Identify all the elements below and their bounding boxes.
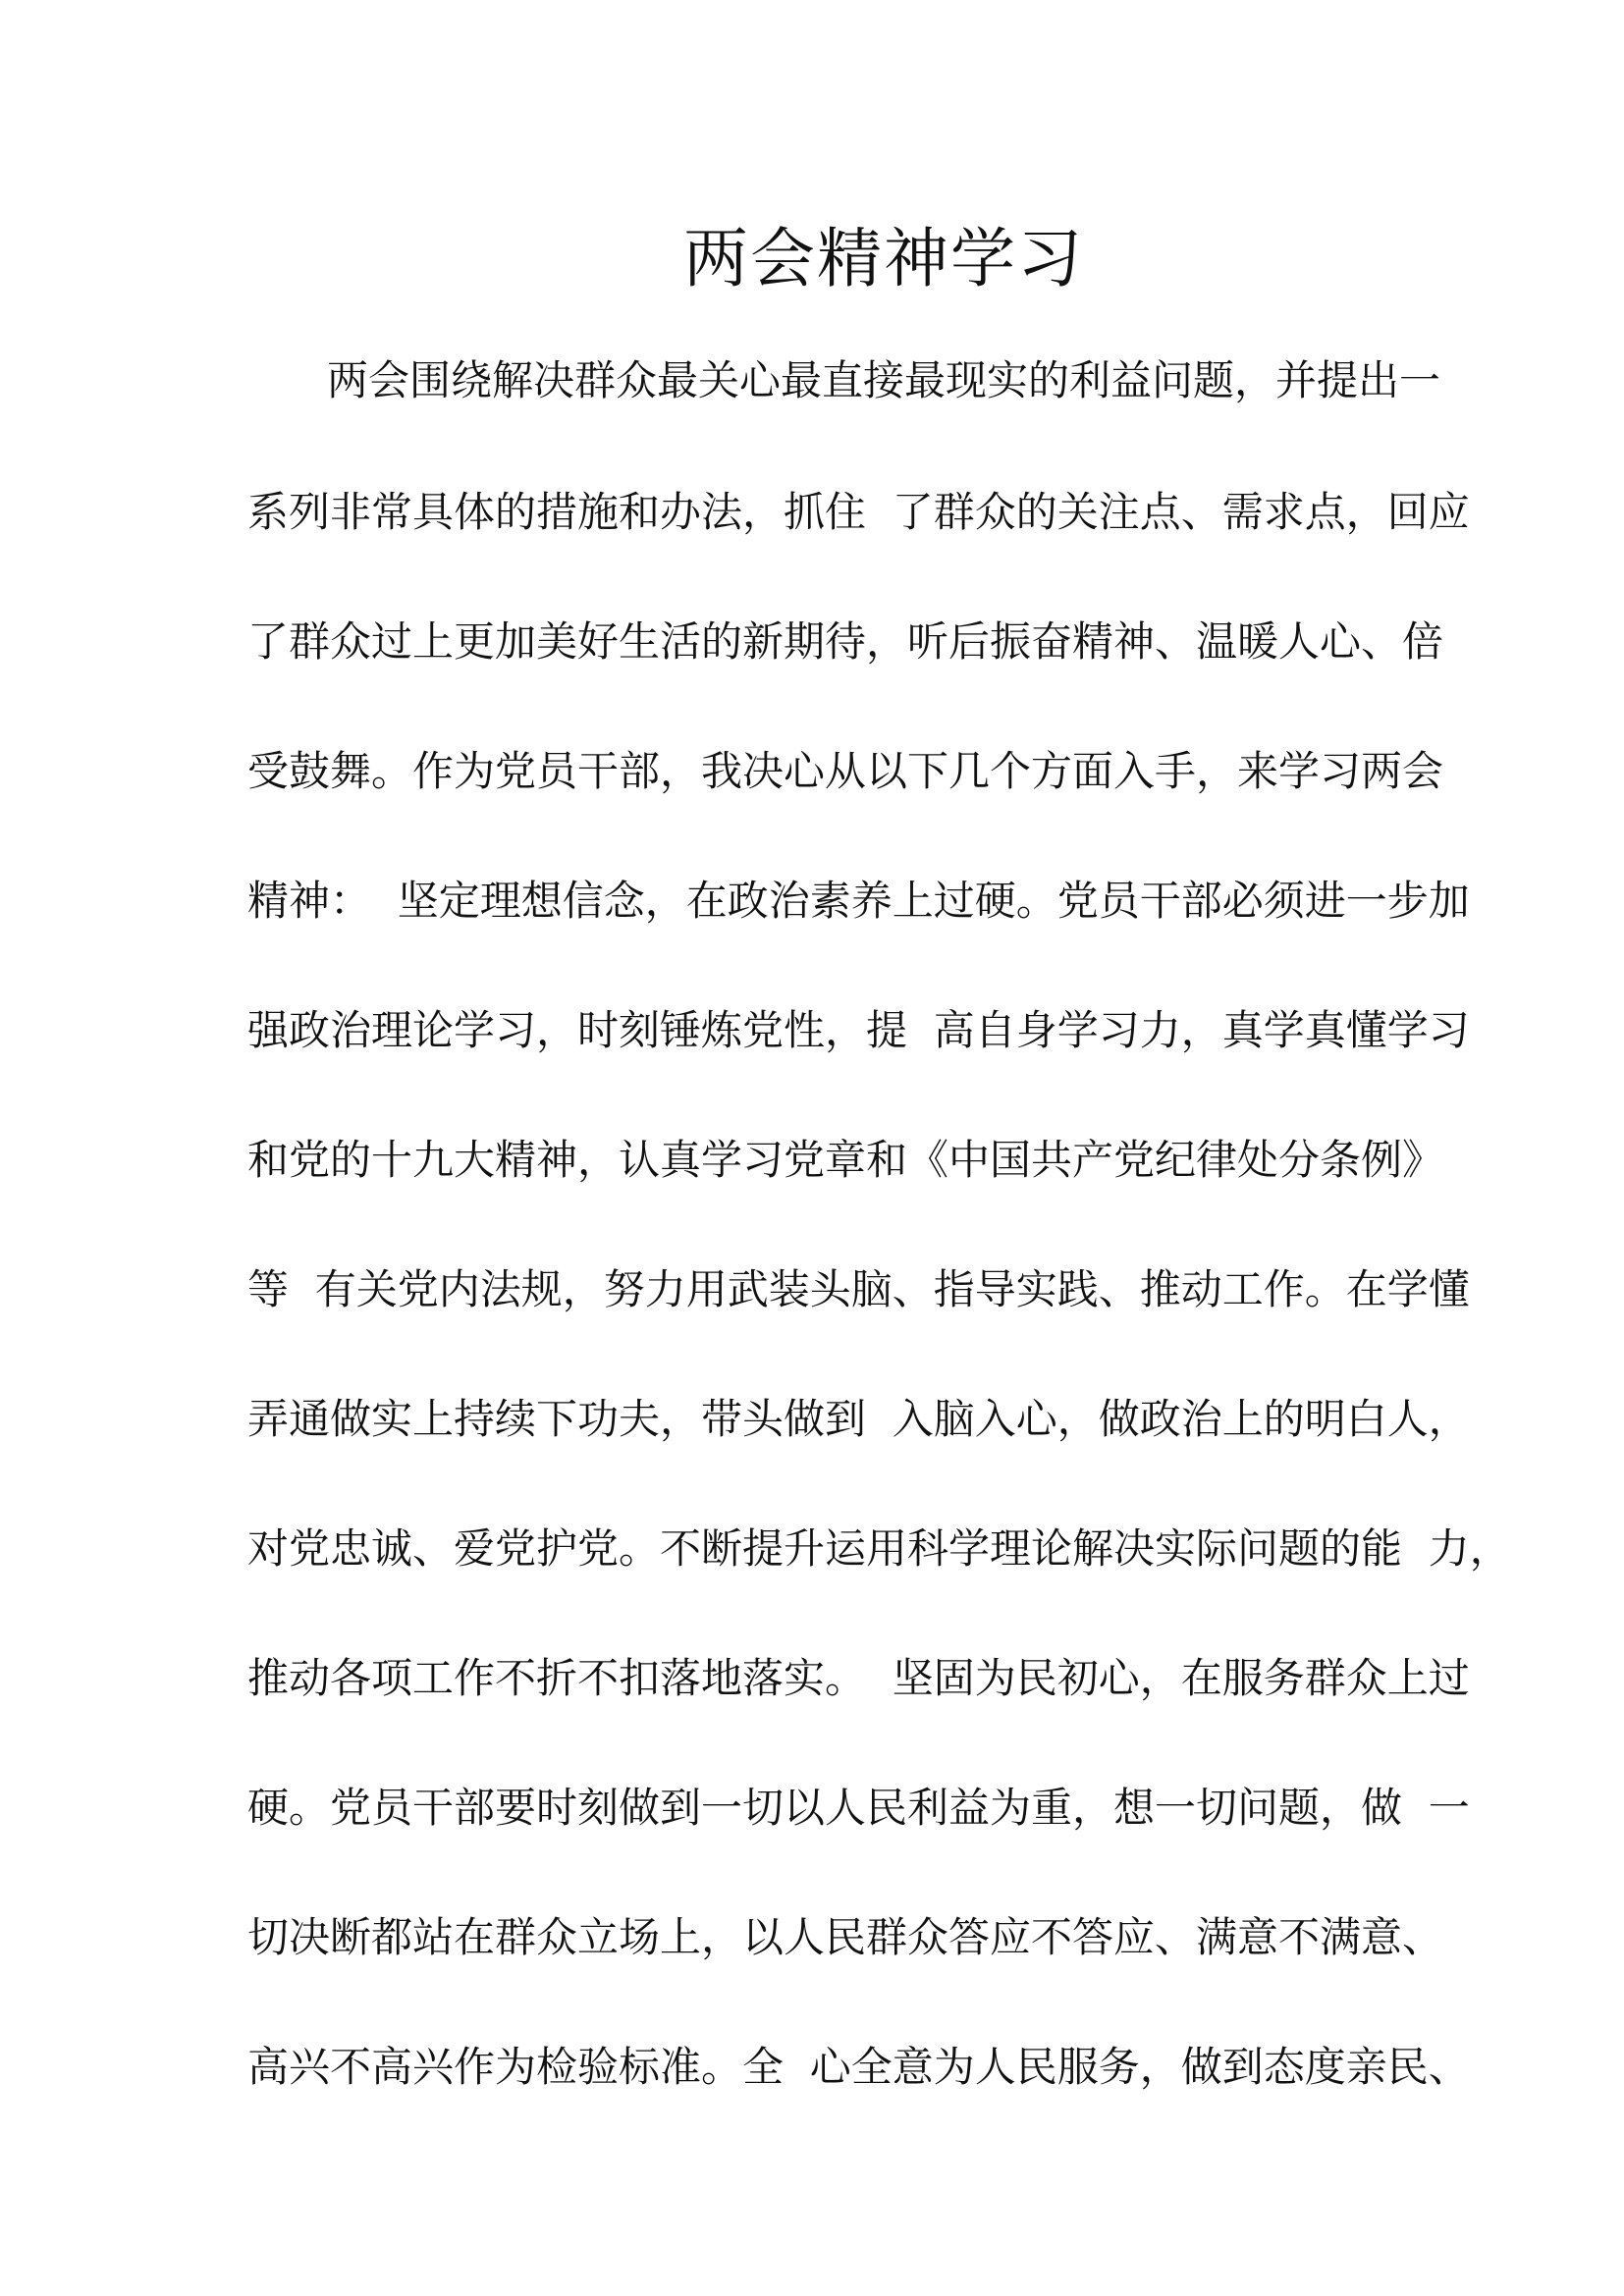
paragraph-line: 受鼓舞。作为党员干部，我决心从以下几个方面入手，来学习两会 [247, 747, 1444, 795]
paragraph-line: 高兴不高兴作为检验标准。全 心全意为人民服务，做到态度亲民、 [247, 2043, 1470, 2091]
paragraph-line: 对党忠诚、爱党护党。不断提升运用科学理论解决实际问题的能 力， [247, 1524, 1511, 1573]
document-title: 两会精神学习 [683, 221, 1084, 296]
paragraph-line: 了群众过上更加美好生活的新期待，听后振奋精神、温暖人心、倍 [247, 617, 1444, 666]
paragraph-line: 系列非常具体的措施和办法，抓住 了群众的关注点、需求点，回应 [247, 488, 1470, 536]
paragraph-line: 和党的十九大精神，认真学习党章和《中国共产党纪律处分条例》 [247, 1136, 1444, 1184]
paragraph-line: 精神： 坚定理想信念，在政治素养上过硬。党员干部必须进一步加 [247, 877, 1470, 925]
paragraph-line: 弄通做实上持续下功夫，带头做到 入脑入心，做政治上的明白人， [247, 1395, 1470, 1443]
paragraph-line: 切决断都站在群众立场上，以人民群众答应不答应、满意不满意、 [247, 1913, 1444, 1961]
paragraph-line: 等 有关党内法规，努力用武装头脑、指导实践、推动工作。在学懂 [247, 1265, 1470, 1313]
paragraph-line: 两会围绕解决群众最关心最直接最现实的利益问题，并提出一 [327, 356, 1441, 404]
paragraph-line: 强政治理论学习，时刻锤炼党性，提 高自身学习力，真学真懂学习 [247, 1006, 1470, 1054]
paragraph-line: 硬。党员干部要时刻做到一切以人民利益为重，想一切问题，做 一 [247, 1784, 1470, 1832]
paragraph-line: 推动各项工作不折不扣落地落实。 坚固为民初心，在服务群众上过 [247, 1654, 1470, 1702]
